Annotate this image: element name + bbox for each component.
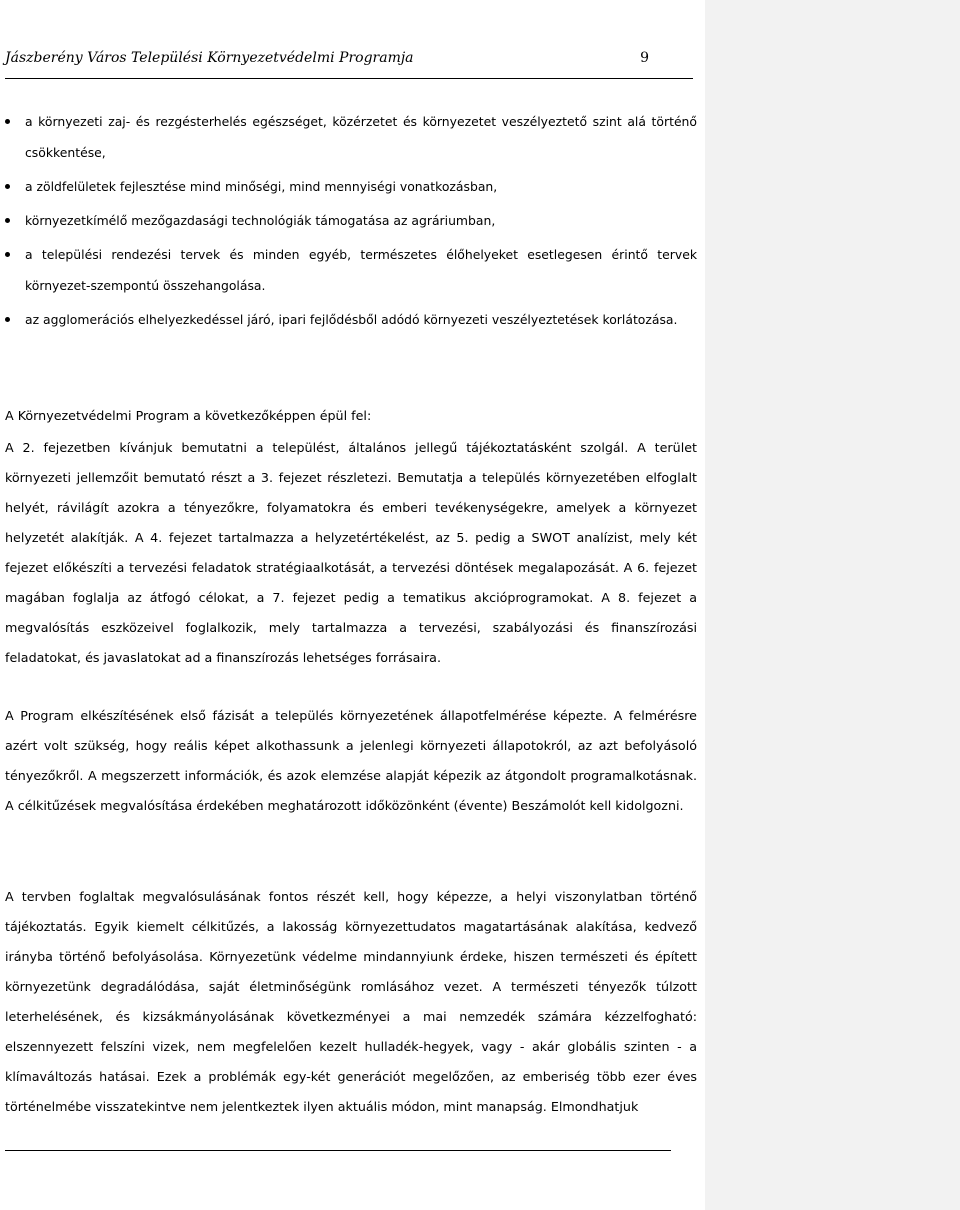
- list-item: [5, 171, 697, 202]
- header-title: Jászberény Város Települési Környezetvédelmi Programja: [5, 50, 414, 66]
- bullet-icon: [5, 252, 10, 257]
- paragraph-assessment: [5, 701, 697, 821]
- paragraph-information: [5, 882, 697, 1122]
- list-item: [5, 205, 697, 236]
- bullet-icon: [5, 119, 10, 124]
- list-item: [5, 239, 697, 301]
- intro-paragraph: [5, 401, 697, 431]
- list-item: [5, 106, 697, 168]
- paragraph-text: A Program elkészítésének első fázisát a település környezetének állapotfelmérése képezte. A felmérésre azért volt szükség, hogy reális képet alkothassunk a jelenlegi környezeti állapotokról, az azt befolyásoló tényezőkről. A megszerzett információk, és azok elemzése alapját képezik az átgondolt programalkotásnak. A célkitűzések megvalósítása érdekében meghatározott időközönként (évente) Beszámolót kell kidolgozni.: [5, 708, 697, 813]
- header-rule: [5, 78, 693, 79]
- bullet-icon: [5, 184, 10, 189]
- paragraph-text: A 2. fejezetben kívánjuk bemutatni a települést, általános jellegű tájékoztatásként szolgál. A terület környezeti jellemzőit bemutató részt a 3. fejezet részletezi. Bemutatja a település környezetében elfoglalt helyét, rávilágít azokra a tényezőkre, folyamatokra és emberi tevékenységekre, amelyek a környezet helyzetét alakítják. A 4. fejezet tartalmazza a helyzetértékelést, az 5. pedig a SWOT analízist, mely két fejezet előkészíti a tervezési feladatok stratégiaalkotását, a tervezési döntések megalapozását. A 6. fejezet magában foglalja az átfogó célokat, a 7. fejezet pedig a tematikus akcióprogramokat. A 8. fejezet a megvalósítás eszközeivel foglalkozik, mely tartalmazza a tervezési, szabályozási és finanszírozási feladatokat, és javaslatokat ad a finanszírozás lehetséges forrásaira.: [5, 440, 697, 665]
- paragraph-structure: [5, 433, 697, 673]
- page-header: [5, 50, 693, 74]
- footer-rule: [5, 1150, 671, 1151]
- page-number: 9: [640, 50, 649, 66]
- intro-text: A Környezetvédelmi Program a következőképpen épül fel:: [5, 408, 372, 423]
- right-margin-panel: [705, 0, 960, 1210]
- bullet-icon: [5, 317, 10, 322]
- list-item-text: környezetkímélő mezőgazdasági technológiák támogatása az agráriumban,: [25, 213, 496, 228]
- list-item-text: a zöldfelületek fejlesztése mind minőségi, mind mennyiségi vonatkozásban,: [25, 179, 498, 194]
- list-item-text: a környezeti zaj- és rezgésterhelés egészséget, közérzetet és környezetet veszélyeztető szint alá történő csökkentése,: [25, 114, 697, 160]
- bullet-icon: [5, 218, 10, 223]
- paragraph-text: A tervben foglaltak megvalósulásának fontos részét kell, hogy képezze, a helyi viszonylatban történő tájékoztatás. Egyik kiemelt célkitűzés, a lakosság környezettudatos magatartásának alakítása, kedvező irányba történő befolyásolása. Környezetünk védelme mindannyiunk érdeke, hiszen természeti és épített környezetünk degradálódása, saját életminőségünk romlásához vezet. A természeti tényezők túlzott leterhelésének, és kizsákmányolásának következményei a mai nemzedék számára kézzelfogható: elszennyezett felszíni vizek, nem megfelelően kezelt hulladék-hegyek, vagy - akár globális szinten - a klímaváltozás hatásai. Ezek a problémák egy-két generációt megelőzően, az emberiség több ezer éves történelmébe visszatekintve nem jelentkeztek ilyen aktuális módon, mint manapság. Elmondhatjuk: [5, 889, 697, 1114]
- list-item-text: az agglomerációs elhelyezkedéssel járó, ipari fejlődésből adódó környezeti veszélyeztetések korlátozása.: [25, 312, 678, 327]
- list-item: [5, 304, 697, 335]
- list-item-text: a települési rendezési tervek és minden egyéb, természetes élőhelyeket esetlegesen érintő tervek környezet-szempontú összehangolása.: [25, 247, 697, 293]
- bullet-list: [5, 106, 697, 335]
